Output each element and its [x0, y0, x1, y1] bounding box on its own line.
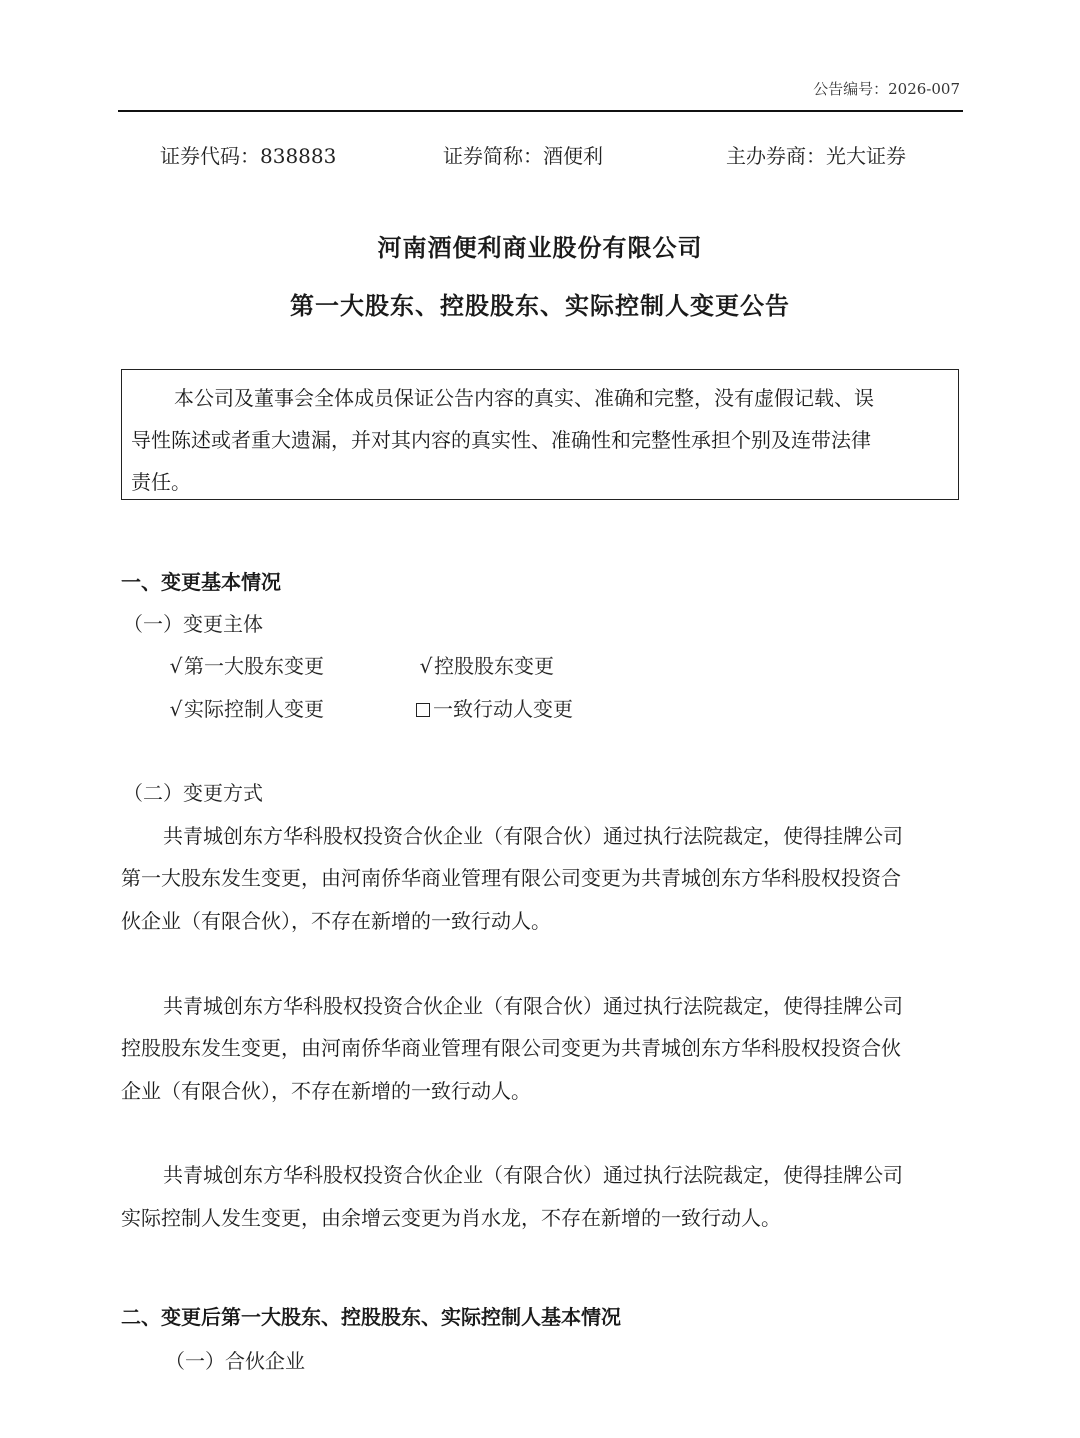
- subsection-heading-partnership: （一）合伙企业: [165, 1349, 305, 1373]
- subsection-heading-change-method: （二）变更方式: [123, 781, 263, 805]
- paragraph-line: 企业（有限合伙），不存在新增的一致行动人。: [121, 1079, 531, 1103]
- subsection-heading-change-subject: （一）变更主体: [123, 612, 263, 636]
- option-first-shareholder-change: [168, 650, 324, 679]
- paragraph-line: 共青城创东方华科股权投资合伙企业（有限合伙）通过执行法院裁定，使得挂牌公司: [163, 824, 903, 848]
- option-label: 第一大股东变更: [184, 654, 324, 678]
- paragraph-line: 实际控制人发生变更，由余增云变更为肖水龙，不存在新增的一致行动人。: [121, 1206, 781, 1230]
- section-heading-post-change-info: 二、变更后第一大股东、控股股东、实际控制人基本情况: [121, 1305, 621, 1329]
- company-title: 河南酒便利商业股份有限公司: [377, 233, 703, 262]
- lead-broker: 主办券商：光大证券: [726, 144, 906, 168]
- paragraph-line: 控股股东发生变更，由河南侨华商业管理有限公司变更为共青城创东方华科股权投资合伙: [121, 1036, 901, 1060]
- paragraph-line: 第一大股东发生变更，由河南侨华商业管理有限公司变更为共青城创东方华科股权投资合: [121, 866, 901, 890]
- option-concert-party-change: [416, 693, 573, 722]
- paragraph-line: 共青城创东方华科股权投资合伙企业（有限合伙）通过执行法院裁定，使得挂牌公司: [163, 1163, 903, 1187]
- paragraph-line: 伙企业（有限合伙），不存在新增的一致行动人。: [121, 909, 551, 933]
- header-divider: [118, 110, 963, 112]
- disclaimer-line: 导性陈述或者重大遗漏，并对其内容的真实性、准确性和完整性承担个别及连带法律: [131, 428, 871, 452]
- option-label: 实际控制人变更: [184, 697, 324, 721]
- notice-number: 公告编号：2026-007: [813, 80, 960, 98]
- securities-abbreviation: 证券简称：酒便利: [443, 144, 603, 168]
- securities-code: 证券代码：838883: [160, 144, 337, 168]
- checkmark-icon: √: [419, 654, 433, 678]
- disclaimer-line: 责任。: [131, 470, 191, 494]
- checkmark-icon: √: [169, 697, 183, 721]
- unchecked-box-icon: [416, 703, 430, 717]
- option-label: 一致行动人变更: [433, 697, 573, 721]
- option-actual-controller-change: [168, 693, 324, 722]
- disclaimer-line: 本公司及董事会全体成员保证公告内容的真实、准确和完整，没有虚假记载、误: [174, 386, 874, 410]
- section-heading-change-overview: 一、变更基本情况: [121, 570, 281, 594]
- paragraph-line: 共青城创东方华科股权投资合伙企业（有限合伙）通过执行法院裁定，使得挂牌公司: [163, 994, 903, 1018]
- option-label: 控股股东变更: [434, 654, 554, 678]
- option-controlling-shareholder-change: [418, 650, 554, 679]
- notice-title: 第一大股东、控股股东、实际控制人变更公告: [290, 291, 790, 320]
- checkmark-icon: √: [169, 654, 183, 678]
